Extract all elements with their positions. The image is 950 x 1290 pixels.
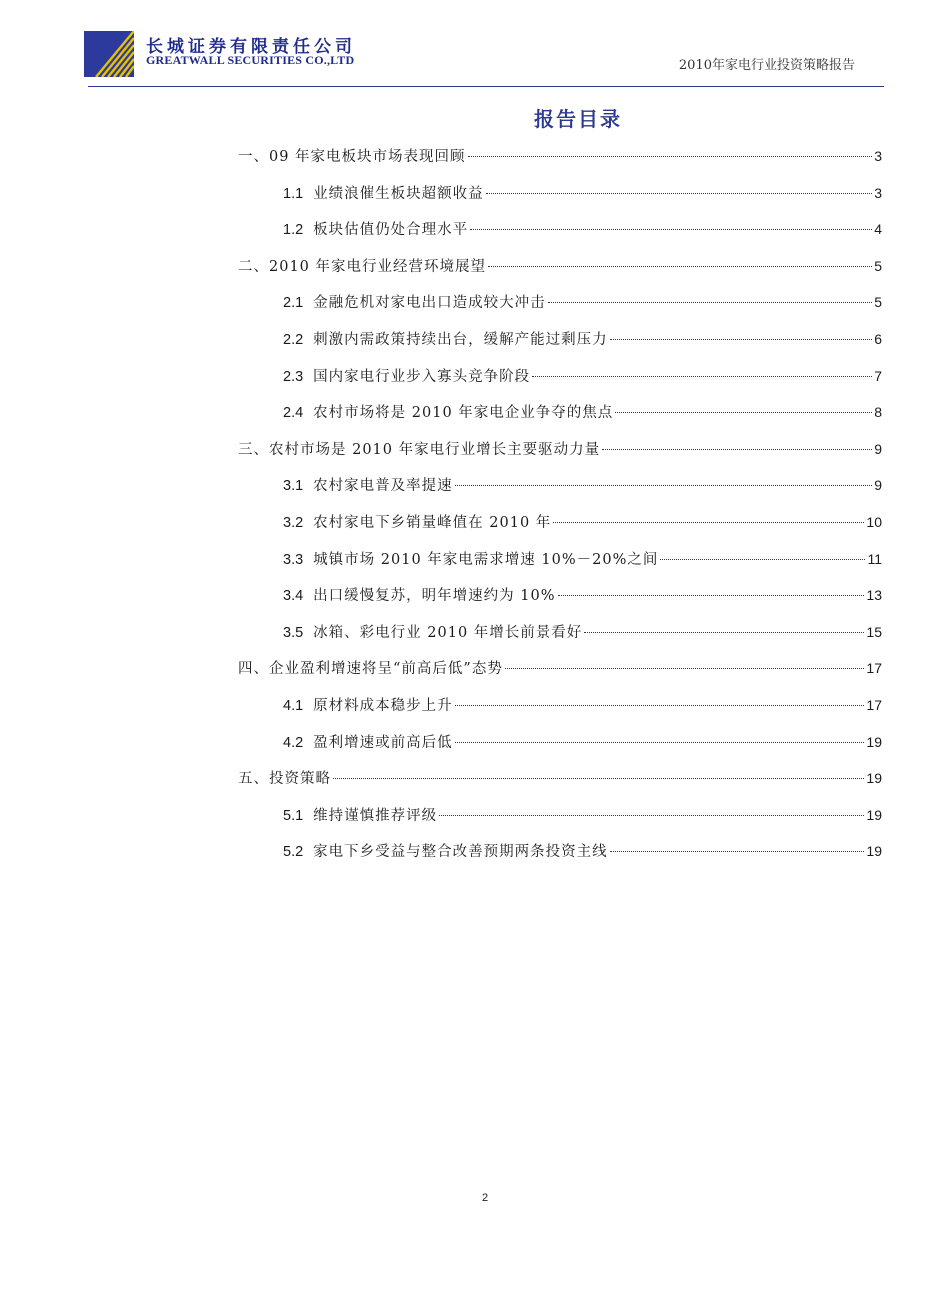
toc-entry-label [283, 511, 551, 532]
toc-entry-page: 7 [874, 367, 882, 384]
toc-entry-label [283, 182, 484, 203]
toc-entry[interactable] [283, 548, 882, 570]
greatwall-logo [84, 31, 134, 77]
toc-entry-page: 5 [874, 257, 882, 274]
toc-entry-label [283, 474, 453, 495]
toc-entry-page: 13 [866, 587, 882, 604]
toc-entry[interactable] [283, 621, 882, 643]
toc-entry[interactable] [283, 365, 882, 387]
toc-entry-text: 盈利增速或前高后低 [313, 734, 453, 751]
toc-entry-text: 农村家电下乡销量峰值在 2010 年 [313, 515, 552, 531]
toc-entry-number: 3.3 [283, 551, 304, 568]
toc-entry-page: 3 [874, 148, 882, 164]
toc-entry-label [238, 145, 466, 166]
toc-entry-label [238, 767, 331, 788]
toc-entry-text: 城镇市场 2010 年家电需求增速 10%－20%之间 [313, 551, 659, 568]
toc-entry-text: 原材料成本稳步上升 [313, 698, 453, 714]
toc-entry[interactable] [238, 657, 882, 679]
toc-entry-label [283, 840, 608, 861]
toc-entry-page: 9 [874, 477, 882, 494]
toc-dot-leader [660, 559, 865, 560]
toc-entry-page: 4 [874, 221, 882, 238]
toc-entry-label [283, 291, 546, 312]
toc-entry-label [283, 218, 468, 239]
toc-entry-page: 6 [874, 331, 882, 347]
toc-entry-number: 1.2 [283, 222, 304, 239]
toc-entry[interactable] [283, 182, 882, 204]
toc-entry-label [238, 438, 600, 459]
toc-dot-leader [455, 485, 873, 486]
toc-entry-text: 一、09 年家电板块市场表现回顾 [238, 149, 466, 165]
toc-entry-label [283, 804, 437, 825]
toc-entry-number: 2.2 [283, 332, 304, 348]
page-header [0, 0, 950, 90]
toc-entry[interactable] [283, 694, 882, 716]
toc-entry-number: 5.1 [283, 807, 304, 824]
toc-dot-leader [602, 449, 872, 450]
toc-dot-leader [470, 229, 872, 230]
toc-dot-leader [584, 632, 864, 633]
toc-entry-number: 4.2 [283, 734, 304, 751]
toc-entry-text: 三、农村市场是 2010 年家电行业增长主要驱动力量 [238, 441, 601, 458]
toc-dot-leader [548, 302, 873, 303]
toc-entry-text: 五、投资策略 [238, 771, 331, 788]
toc-entry-text: 板块估值仍处合理水平 [313, 222, 469, 239]
toc-dot-leader [553, 522, 864, 523]
toc-entry[interactable] [283, 731, 882, 753]
toc-entry-page: 19 [866, 770, 882, 787]
toc-entry-page: 11 [867, 550, 882, 567]
toc-entry-page: 19 [866, 733, 882, 750]
toc-entry-text: 农村家电普及率提速 [313, 478, 453, 495]
toc-dot-leader [333, 778, 864, 779]
toc-entry-number: 3.5 [283, 624, 304, 641]
toc-dot-leader [505, 668, 865, 669]
toc-entry-text: 二、2010 年家电行业经营环境展望 [238, 258, 487, 275]
toc-entry[interactable] [283, 291, 882, 313]
toc-entry-label [283, 328, 608, 349]
toc-entry-page: 19 [866, 843, 882, 860]
toc-dot-leader [455, 705, 865, 706]
toc-entry[interactable] [238, 145, 882, 167]
toc-entry-label [283, 694, 453, 715]
toc-entry-number: 3.4 [283, 588, 304, 605]
report-title: 2010年家电行业投资策略报告 [678, 58, 855, 73]
toc-entry[interactable] [283, 328, 882, 350]
toc-entry-text: 冰箱、彩电行业 2010 年增长前景看好 [313, 624, 583, 641]
toc-entry[interactable] [283, 474, 882, 496]
header-divider [88, 86, 884, 87]
toc-entry-text: 国内家电行业步入寡头竞争阶段 [313, 368, 531, 385]
toc-dot-leader [455, 742, 865, 743]
toc-entry-label [238, 255, 486, 276]
toc-entry-number: 4.1 [283, 698, 304, 714]
toc-entry-number: 3.2 [283, 515, 304, 531]
toc-entry-text: 家电下乡受益与整合改善预期两条投资主线 [313, 844, 608, 861]
toc-entry-text: 业绩浪催生板块超额收益 [313, 185, 484, 202]
toc-entry-page: 9 [874, 440, 882, 457]
toc-entry-text: 四、企业盈利增速将呈“前高后低”态势 [238, 661, 503, 678]
toc-dot-leader [558, 595, 865, 596]
toc-entry-number: 3.1 [283, 478, 304, 495]
toc-entry-label [283, 548, 658, 569]
toc-entry-page: 19 [866, 806, 882, 823]
toc-dot-leader [615, 412, 872, 413]
toc-entry-number: 2.3 [283, 368, 304, 385]
toc-entry[interactable] [238, 767, 882, 789]
toc-dot-leader [439, 815, 864, 816]
toc-entry-text: 刺激内需政策持续出台，缓解产能过剩压力 [313, 332, 608, 348]
page-number: 2 [481, 1192, 489, 1204]
toc-entry-number: 5.2 [283, 844, 304, 861]
company-name-cn: 长城证券有限责任公司 [146, 37, 356, 57]
toc-entry[interactable] [238, 255, 882, 277]
toc-entry-page: 17 [866, 660, 882, 677]
toc-entry[interactable] [283, 511, 882, 533]
toc-entry-label [283, 365, 530, 386]
toc-entry-page: 8 [874, 404, 882, 421]
toc-entry[interactable] [283, 401, 882, 423]
toc-dot-leader [532, 376, 872, 377]
toc-dot-leader [468, 156, 873, 157]
toc-entry[interactable] [283, 804, 882, 826]
toc-dot-leader [610, 851, 865, 852]
company-name-en: GREATWALL SECURITIES CO.,LTD [146, 53, 355, 67]
toc-entry-number: 2.4 [283, 405, 304, 422]
toc-entry-text: 出口缓慢复苏，明年增速约为 10% [313, 588, 556, 605]
toc-entry-number: 2.1 [283, 295, 304, 312]
toc-entry[interactable] [283, 218, 882, 240]
toc-entry-page: 10 [866, 514, 882, 530]
toc-dot-leader [610, 339, 873, 340]
toc-entry-text: 维持谨慎推荐评级 [313, 807, 438, 824]
toc-entry-label [283, 731, 453, 752]
toc-entry-label [283, 584, 556, 605]
toc-entry-page: 3 [874, 184, 882, 201]
toc-entry-number: 1.1 [283, 185, 304, 202]
toc-entry[interactable] [283, 584, 882, 606]
toc-title: 报告目录 [534, 107, 622, 131]
toc-entry-text: 金融危机对家电出口造成较大冲击 [313, 295, 546, 312]
toc-dot-leader [488, 266, 872, 267]
toc-entry-text: 农村市场将是 2010 年家电企业争夺的焦点 [313, 405, 614, 422]
toc-entry[interactable] [283, 840, 882, 862]
toc-entry-page: 17 [866, 697, 882, 713]
toc-entry-label [238, 657, 503, 678]
toc-entry-label [283, 401, 613, 422]
toc-entry-label [283, 621, 582, 642]
toc-entry[interactable] [238, 438, 882, 460]
toc-entry-page: 5 [874, 294, 882, 311]
toc-entry-page: 15 [866, 623, 882, 640]
toc-dot-leader [486, 193, 873, 194]
